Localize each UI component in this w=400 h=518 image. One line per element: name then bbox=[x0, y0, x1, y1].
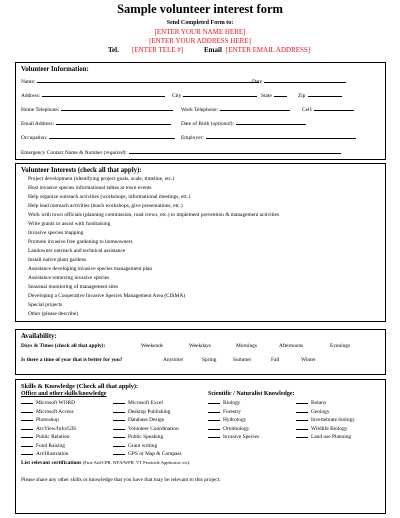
other-skills-prompt[interactable]: Please share any other skills or knowledge that you have that may be relevant to this project. bbox=[21, 477, 221, 483]
city-field[interactable] bbox=[172, 91, 257, 100]
skill-label: Art/Illustration bbox=[36, 451, 69, 457]
skill-label: Geology bbox=[311, 408, 330, 415]
home-telephone-label: Home Telephone: bbox=[21, 107, 60, 113]
skills-title: Skills & Knowledge (Check all that apply): bbox=[21, 383, 139, 390]
interest-item[interactable]: Assistance removing invasive species bbox=[28, 275, 110, 281]
skill-label: Photoshop bbox=[36, 417, 59, 423]
email-label: Email bbox=[204, 46, 222, 54]
checkbox-blank[interactable] bbox=[208, 424, 220, 430]
skill-label: ArcView/Info/GIS bbox=[36, 425, 77, 432]
name-field[interactable] bbox=[21, 77, 259, 86]
interest-item[interactable]: Landowner outreach and technical assistance bbox=[28, 248, 126, 254]
checkbox-blank[interactable] bbox=[208, 415, 220, 421]
checkbox-blank[interactable] bbox=[208, 398, 220, 404]
checkbox-blank[interactable] bbox=[21, 432, 33, 438]
time-of-year-label: Is there a time of year that is better for you? bbox=[21, 357, 123, 363]
dob-label: Date of Birth ( bbox=[181, 121, 213, 127]
checkbox-blank[interactable] bbox=[296, 432, 308, 438]
zip-field[interactable] bbox=[298, 91, 342, 100]
checkbox-blank[interactable] bbox=[21, 407, 33, 413]
dob-optional-note: optional bbox=[212, 121, 231, 127]
interest-item[interactable]: Host invasive species informational tables at town events bbox=[28, 185, 152, 191]
address-placeholder: [ENTER YOUR ADDRESS HERE] bbox=[149, 37, 251, 45]
skill-label: Grant writing bbox=[128, 442, 158, 449]
home-telephone-field[interactable] bbox=[21, 105, 173, 114]
checkbox-blank[interactable] bbox=[21, 441, 33, 447]
skill-label: Biology bbox=[223, 400, 241, 406]
skill-label: Land use Planning bbox=[311, 434, 352, 440]
checkbox-blank[interactable] bbox=[113, 398, 125, 404]
email-address-label: Email Address: bbox=[21, 121, 55, 127]
interest-item[interactable]: Promote invasive free gardening to homeowners bbox=[28, 239, 133, 245]
state-field[interactable] bbox=[261, 91, 287, 100]
tel-label: Tel. bbox=[108, 46, 119, 54]
skill-label: Desktop Publishing bbox=[128, 408, 171, 415]
skill-label: Public Relation bbox=[36, 434, 70, 440]
option-anytime[interactable]: Anytime! bbox=[163, 357, 184, 363]
option-weekdays[interactable]: Weekdays bbox=[189, 343, 212, 349]
email-placeholder: [ENTER EMAIL ADDRESS] bbox=[226, 46, 311, 54]
skill-label: Forestry bbox=[223, 408, 241, 415]
checkbox-blank[interactable] bbox=[113, 415, 125, 421]
state-label: State bbox=[261, 93, 272, 99]
date-field[interactable] bbox=[252, 77, 346, 86]
skill-label: Volunteer Coordination bbox=[128, 425, 179, 432]
certifications-label: List relevant certifications bbox=[21, 460, 82, 466]
scientific-heading: Scientific / Naturalist Knowledge: bbox=[208, 391, 295, 397]
employer-field[interactable] bbox=[181, 133, 356, 142]
emergency-contact-field[interactable] bbox=[21, 148, 341, 157]
option-weekends[interactable]: Weekends bbox=[141, 343, 164, 349]
checkbox-blank[interactable] bbox=[296, 424, 308, 430]
date-of-birth-field[interactable] bbox=[181, 119, 306, 128]
tel-placeholder: [ENTER TELE #] bbox=[132, 46, 184, 54]
science-skill-item[interactable] bbox=[208, 432, 259, 441]
interest-item[interactable]: Assistance developing invasive species management plan bbox=[28, 266, 153, 272]
skill-label: Database Design bbox=[128, 417, 165, 423]
employer-label: Employer: bbox=[181, 135, 204, 141]
science-skill-item[interactable] bbox=[296, 432, 351, 441]
skill-label: Microsoft Excel bbox=[128, 400, 163, 406]
days-times-label: Days & Times (check all that apply): bbox=[21, 343, 106, 349]
option-summer[interactable]: Summer bbox=[233, 357, 252, 363]
send-to-label: Send Completed Form to: bbox=[166, 20, 234, 26]
skill-label: Public Speaking bbox=[128, 434, 164, 440]
interest-item[interactable]: Special projects bbox=[28, 302, 63, 308]
city-label: City bbox=[172, 93, 182, 99]
availability-section bbox=[15, 329, 386, 375]
skill-label: Botany bbox=[311, 400, 327, 406]
checkbox-blank[interactable] bbox=[21, 415, 33, 421]
availability-title: Availability: bbox=[21, 333, 57, 340]
emergency-label-end: ): bbox=[123, 150, 127, 156]
option-fall[interactable]: Fall bbox=[271, 357, 280, 363]
certifications-examples: (First Aid/CPR, WFA/WFR, VT Pesticide Applicator, etc): bbox=[82, 460, 191, 465]
skill-label: Microsoft WORD bbox=[36, 400, 75, 406]
form-title: Sample volunteer interest form bbox=[117, 2, 283, 16]
interest-item[interactable]: Help lead outreach activities (teach workshops, give presentations, etc.) bbox=[28, 203, 183, 209]
volunteer-info-title: Volunteer Information: bbox=[21, 66, 89, 73]
option-winter[interactable]: Winter bbox=[301, 357, 316, 363]
option-spring[interactable]: Spring bbox=[202, 357, 217, 363]
volunteer-interests-title: Volunteer Interests (check all that apply): bbox=[21, 167, 142, 174]
checkbox-blank[interactable] bbox=[21, 449, 33, 455]
work-telephone-field[interactable] bbox=[181, 105, 290, 114]
interest-item[interactable]: Write grants or assist with fundraising bbox=[28, 221, 111, 227]
cell-label: Cell: bbox=[302, 107, 313, 113]
address-field[interactable] bbox=[21, 91, 165, 100]
office-skills-heading: Office and other skills/knowledge bbox=[21, 391, 107, 397]
checkbox-blank[interactable] bbox=[21, 398, 33, 404]
office-skill-item[interactable] bbox=[113, 449, 182, 458]
emergency-required-note: required bbox=[105, 150, 124, 156]
checkbox-blank[interactable] bbox=[296, 415, 308, 421]
skill-label: Wildlife Biology bbox=[311, 425, 348, 432]
name-label: Name: bbox=[21, 79, 36, 85]
skill-label: Fund Raising bbox=[36, 442, 65, 449]
dob-label-end: ): bbox=[230, 121, 234, 127]
address-label: Address: bbox=[21, 93, 41, 99]
option-mornings[interactable]: Mornings bbox=[236, 343, 257, 349]
skill-label: Ornithology bbox=[223, 425, 250, 432]
office-skill-item[interactable] bbox=[21, 449, 68, 458]
skill-label: Invasive Species bbox=[223, 434, 260, 440]
occupation-field[interactable] bbox=[21, 133, 175, 142]
interest-item[interactable]: Seasonal monitoring of management sites bbox=[28, 284, 119, 290]
checkbox-blank[interactable] bbox=[21, 424, 33, 430]
interest-item[interactable]: Install native plant gardens bbox=[28, 257, 87, 263]
skills-section bbox=[15, 379, 386, 514]
date-label: Date bbox=[252, 79, 263, 85]
zip-label: Zip bbox=[298, 93, 306, 99]
checkbox-blank[interactable] bbox=[208, 407, 220, 413]
option-afternoons[interactable]: Afternoons bbox=[279, 343, 304, 349]
checkbox-blank[interactable] bbox=[113, 424, 125, 430]
work-telephone-label: Work Telephone: bbox=[181, 107, 218, 113]
skill-label: Microsoft Access bbox=[36, 408, 74, 415]
interest-item[interactable]: Help organize outreach activities (workshops, informational meetings, etc.) bbox=[28, 194, 191, 200]
checkbox-blank[interactable] bbox=[113, 441, 125, 447]
occupation-label: Occupation: bbox=[21, 135, 48, 141]
emergency-contact-label: Emergency Contact Name & Number ( bbox=[21, 150, 106, 156]
checkbox-blank[interactable] bbox=[296, 407, 308, 413]
volunteer-info-section bbox=[15, 62, 386, 160]
interest-item[interactable]: Developing a Cooperative Invasive Species Management Area (CISMA) bbox=[28, 293, 186, 299]
checkbox-blank[interactable] bbox=[208, 432, 220, 438]
option-evenings[interactable]: Evenings bbox=[330, 343, 351, 349]
interest-item[interactable]: Other (please describe) bbox=[28, 311, 78, 317]
email-field[interactable] bbox=[21, 119, 171, 128]
skill-label: Hydrology bbox=[223, 417, 247, 423]
cell-field[interactable] bbox=[302, 105, 354, 114]
certifications-line[interactable] bbox=[21, 459, 191, 467]
checkbox-blank[interactable] bbox=[296, 398, 308, 404]
checkbox-blank[interactable] bbox=[113, 432, 125, 438]
volunteer-interests-section bbox=[15, 163, 386, 322]
skill-label: Invertebrate biology bbox=[311, 417, 355, 423]
checkbox-blank[interactable] bbox=[113, 449, 125, 455]
checkbox-blank[interactable] bbox=[113, 407, 125, 413]
interest-item[interactable]: Work with town officials (planning commission, road crews, etc.) to implement prevention & management activities bbox=[28, 212, 280, 218]
skill-label: GPS or Map & Compass bbox=[128, 451, 182, 457]
interest-item[interactable]: Invasive species mapping bbox=[28, 230, 84, 236]
interest-item[interactable]: Project development (identifying project goals, scale, timeline, etc.) bbox=[28, 176, 175, 182]
name-placeholder: [ENTER YOUR NAME HERE] bbox=[154, 28, 246, 36]
